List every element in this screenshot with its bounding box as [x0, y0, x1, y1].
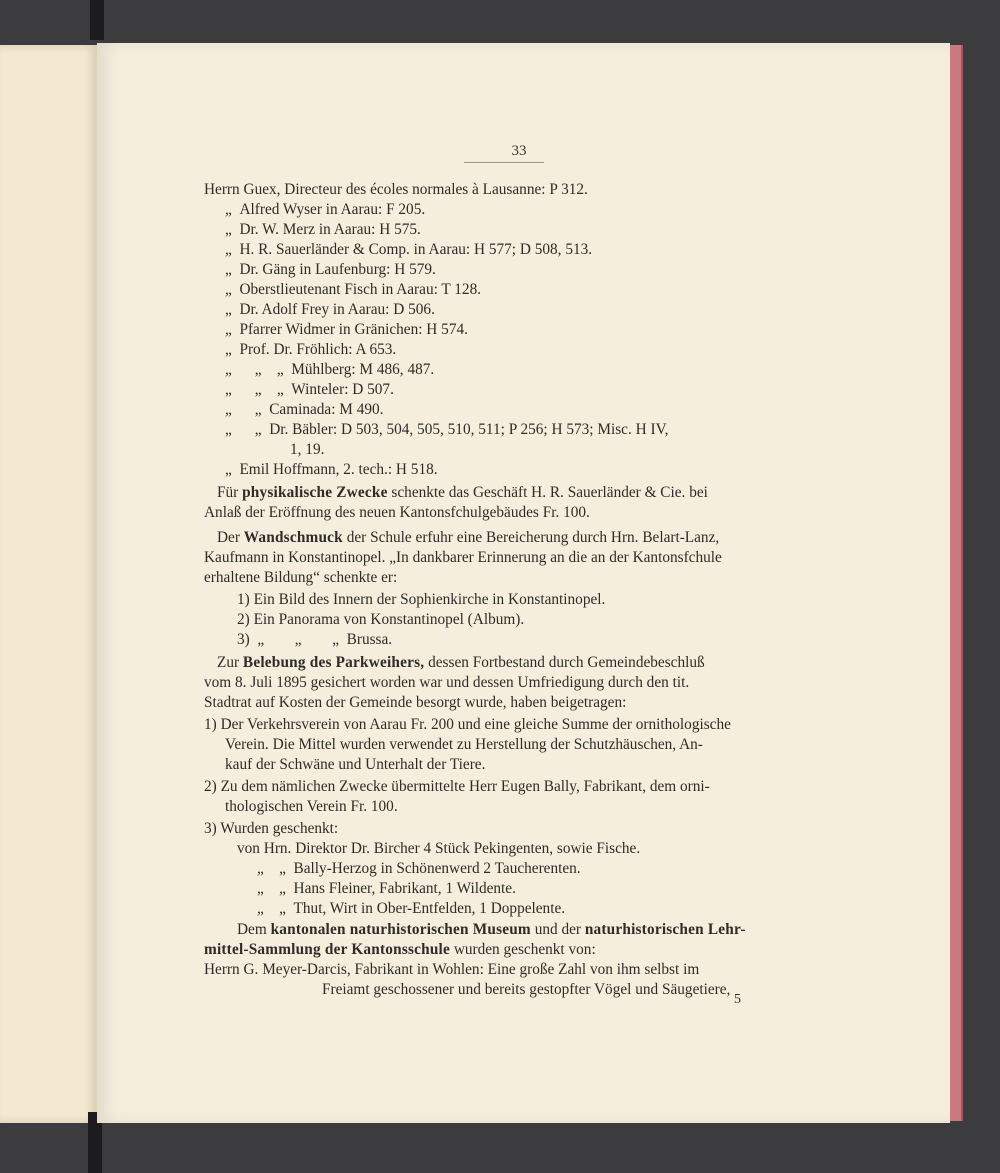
paragraph-line: mittel-Sammlung der Kantonsschule wurden geschenkt von:: [204, 941, 596, 958]
signature-mark: 5: [734, 992, 741, 1007]
gift-line: „ „ Hans Fleiner, Fabrikant, 1 Wildente.: [257, 880, 516, 897]
donor-line: „ „ Dr. Bäbler: D 503, 504, 505, 510, 511; P 256; H 573; Misc. H IV,: [225, 421, 669, 438]
paragraph-line: Stadtrat auf Kosten der Gemeinde besorgt wurde, haben beigetragen:: [204, 694, 627, 711]
donor-line: „ Prof. Dr. Fröhlich: A 653.: [225, 341, 397, 358]
donor-line: „ Pfarrer Widmer in Gränichen: H 574.: [225, 321, 468, 338]
gift-line: „ „ Bally-Herzog in Schönenwerd 2 Taucherenten.: [257, 860, 581, 877]
page-number: 33: [511, 143, 527, 159]
paragraph-line: vom 8. Juli 1895 gesichert worden war und dessen Umfriedigung durch den tit.: [204, 674, 690, 691]
paragraph-line: Der Wandschmuck der Schule erfuhr eine Bereicherung durch Hrn. Belart-Lanz,: [217, 529, 720, 546]
paragraph-line: Herrn G. Meyer-Darcis, Fabrikant in Wohlen: Eine große Zahl von ihm selbst im: [204, 961, 700, 978]
list-item: 1) Der Verkehrsverein von Aarau Fr. 200 und eine gleiche Summe der ornithologische: [204, 716, 731, 733]
donor-line: „ Alfred Wyser in Aarau: F 205.: [225, 201, 426, 218]
paragraph-line: Anlaß der Eröffnung des neuen Kantonsfchulgebäudes Fr. 100.: [204, 504, 590, 521]
paragraph-line: Zur Belebung des Parkweihers, dessen Fortbestand durch Gemeindebeschluß: [217, 654, 705, 671]
list-item-continued: Verein. Die Mittel wurden verwendet zu Herstellung der Schutzhäuschen, An-: [225, 736, 703, 753]
paragraph-line: erhaltene Bildung“ schenkte er:: [204, 569, 398, 586]
list-item: 3) „ „ „ Brussa.: [237, 631, 393, 648]
paragraph-line: Dem kantonalen naturhistorischen Museum und der naturhistorischen Lehr-: [237, 921, 746, 938]
donor-line: „ H. R. Sauerländer & Comp. in Aarau: H 577; D 508, 513.: [225, 241, 593, 258]
donor-line: „ „ „ Mühlberg: M 486, 487.: [225, 361, 435, 378]
document-page: [97, 43, 950, 1123]
list-item: 2) Zu dem nämlichen Zwecke übermittelte Herr Eugen Bally, Fabrikant, dem orni-: [204, 778, 710, 795]
list-item-continued: kauf der Schwäne und Unterhalt der Tiere.: [225, 756, 486, 773]
donor-line: „ Dr. Gäng in Laufenburg: H 579.: [225, 261, 436, 278]
donor-line: „ „ Caminada: M 490.: [225, 401, 384, 418]
gift-line: von Hrn. Direktor Dr. Bircher 4 Stück Pekingenten, sowie Fische.: [237, 840, 641, 857]
gift-line: „ „ Thut, Wirt in Ober-Entfelden, 1 Doppelente.: [257, 900, 566, 917]
paragraph-line: Für physikalische Zwecke schenkte das Geschäft H. R. Sauerländer & Cie. bei: [217, 484, 708, 501]
donor-line-continued: 1, 19.: [290, 441, 325, 458]
bookmark-ribbon-top: [90, 0, 104, 40]
donor-line: Herrn Guex, Directeur des écoles normales à Lausanne: P 312.: [204, 181, 588, 198]
list-item: 3) Wurden geschenkt:: [204, 820, 339, 837]
donor-line: „ „ „ Winteler: D 507.: [225, 381, 394, 398]
paragraph-line: Kaufmann in Konstantinopel. „In dankbarer Erinnerung an die an der Kantonsfchule: [204, 549, 722, 566]
donor-line: „ Oberstlieutenant Fisch in Aarau: T 128.: [225, 281, 482, 298]
left-page: [0, 45, 98, 1123]
page-number-rule: [464, 162, 544, 163]
paragraph-line: Freiamt geschossener und bereits gestopfter Vögel und Säugetiere,: [322, 981, 731, 998]
list-item: 1) Ein Bild des Innern der Sophienkirche in Konstantinopel.: [237, 591, 606, 608]
donor-line: „ Dr. Adolf Frey in Aarau: D 506.: [225, 301, 435, 318]
donor-line: „ Emil Hoffmann, 2. tech.: H 518.: [225, 461, 438, 478]
donor-line: „ Dr. W. Merz in Aarau: H 575.: [225, 221, 421, 238]
list-item: 2) Ein Panorama von Konstantinopel (Album).: [237, 611, 525, 628]
list-item-continued: thologischen Verein Fr. 100.: [225, 798, 398, 815]
